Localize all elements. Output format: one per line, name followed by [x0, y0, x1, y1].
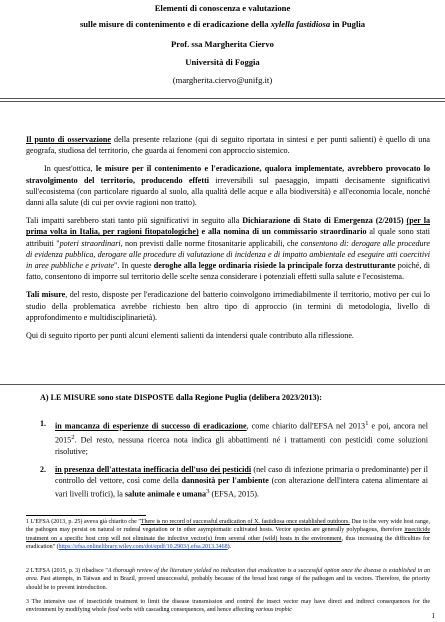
fn3-b: food webs	[108, 607, 133, 614]
fn1-f: ).	[227, 544, 232, 551]
page-number: 1	[431, 612, 435, 620]
item1-a: in mancanza di esperienze di successo di eradicazione	[55, 421, 247, 431]
item2-e: salute animale e umana	[124, 490, 207, 500]
subtitle-pre: sulle misure di contenimento e di eradicazione della	[79, 19, 271, 29]
p2-c: irreversibili sul paesaggio, impatti decisamente significativi sull'ecosistema (con particolare riguardo al suolo, alla qualità delle acque e alla biodiversità) e all'economia locale, nonché danni alla salute (di cui per ovvie ragioni non tratto).	[26, 175, 430, 208]
paragraph-1	[26, 134, 430, 156]
list-item-text	[55, 464, 428, 500]
list-item-text	[55, 418, 428, 457]
paragraph-3	[26, 215, 430, 282]
university-name: Università di Foggia	[185, 57, 260, 67]
footnote-ref[interactable]: 1	[365, 420, 369, 427]
paragraph-5	[26, 330, 430, 341]
subtitle-species: xylella fastidiosa	[270, 19, 331, 29]
p3-h: consentono di: derogare alle procedure di evidenza pubblica, derogare alle procedure di valutazione di incidenza e di impatto ambientale ed eseguire atti coercitivi in aree pubbliche e private	[26, 238, 430, 271]
author-name: Prof. ssa Margherita Ciervo	[171, 39, 274, 49]
author-email: (margherita.ciervo@unifg.it)	[172, 75, 273, 85]
document-subtitle	[0, 18, 445, 31]
p4-a: Tali misure	[26, 290, 66, 300]
item2-d: (con alterazione dell'intera catena alimentare ai vari livelli trofici), la	[55, 476, 428, 500]
fn1-c: Due to the very wide host range, the pathogen may persist on natural or ruderal vegetation or in other asymptomatic cultivated hosts. Vector species are generally polyphagous, therefore	[26, 519, 430, 534]
p3-k: poiché, di fatto, consentono di imporre sul territorio delle scelte senza considerare i potenziali effetti sulla salute e l'ecosistema.	[26, 261, 430, 282]
footnote-1	[26, 518, 430, 552]
p3-c: (per la prima volta in Italia, per ragioni fitopatologiche)	[26, 216, 430, 237]
list-item	[40, 418, 428, 457]
header-divider	[0, 98, 445, 99]
paragraph-2	[26, 163, 430, 208]
p1-bold: Il punto di osservazione	[26, 135, 112, 144]
footnote-divider	[26, 515, 146, 516]
p4-b: , del resto, disposte per l'eradicazione del batterio coinvolgono irrimediabilmente il territorio, motivo per cui lo studio della problematica avrebbe richiesto ben altro tipo di approccio (in termini di metodologia, livello di approfondimento e multidisciplinarietà).	[26, 290, 431, 322]
fn2-c: Past attempts, in Taiwan and in Brazil, proved unsuccessful, probably because of the broad host range of the pathogen and its vectors. Therefore, the priority should be to prevent introduction.	[26, 576, 430, 591]
fn1-d: insecticide treatment on a specific host crop will not eliminate the infective vector(s) from several other (wild) hosts in the environment	[26, 527, 430, 542]
item2-a: in presenza dell'attestata inefficacia dell'uso dei pesticidi	[55, 465, 252, 474]
list-item-number: 1.	[40, 419, 47, 428]
footnote-3	[26, 598, 430, 615]
p3-i: ". In queste	[114, 261, 154, 271]
p2-b: le misure per il contenimento e l'eradicazione, qualora implementate, avrebbero provocato lo stravolgimento del territorio, producendo effetti	[26, 164, 430, 185]
item2-f: (EFSA, 2015).	[209, 490, 259, 500]
p1-rest: della presente relazione (qui di seguito riportata in sintesi e per punti salienti) è quello di una geografa, studiosa del territorio, che guarda ai fenomeni con approccio sistemico.	[26, 135, 430, 156]
section-a-heading: A) LE MISURE sono state DISPOSTE dalla Regione Puglia (delibera 2023/2013):	[40, 393, 322, 402]
body-text	[26, 134, 430, 348]
fn3-a: 3 The intensive use of insecticide treatment to limit the disease transmission and control the insect vector may have direct and indirect consequences for the environment by modifying whole	[26, 599, 430, 614]
p3-f: poteri straordinari	[59, 238, 121, 248]
p3-d: e alla nomina di un commissario straordinario	[198, 227, 367, 237]
p3-b: Dichiarazione di Stato di Emergenza (2/2015)	[242, 216, 407, 226]
footnote-ref[interactable]: 3	[206, 488, 210, 496]
p3-a: Tali impatti sarebbero stati tanto più significativi in seguito alla	[26, 216, 243, 226]
list-item	[40, 464, 428, 500]
fn1-a: 1 L'EFSA (2013, p. 25) aveva già chiarito che "	[26, 519, 141, 525]
p5: Qui di seguito riporto per punti alcuni elementi salienti da intendersi quale contributo alla riflessione.	[26, 331, 354, 341]
footnote-2	[26, 567, 430, 592]
document-title: Elementi di conoscenza e valutazione	[154, 3, 291, 13]
paragraph-4	[26, 289, 430, 323]
fn1-b: There is no record of successful eradication of X. fastidiosa once established outdoors.	[140, 519, 350, 525]
fn1-link[interactable]: https://efsa.onlinelibrary.wiley.com/doi/epdf/10.2903/j.efsa.2013.3468	[58, 544, 228, 551]
p3-g: , non previsti dalle norme fitosanitarie applicabili, che	[120, 238, 301, 248]
fn1-e: , thus increasing the difficulties for eradication" (	[26, 535, 431, 551]
p2-a: In quest'ottica,	[44, 164, 96, 174]
item1-b: , come chiarito dall'EFSA nel 2013	[246, 421, 366, 431]
section-divider-top	[0, 384, 445, 385]
p3-j: deroghe alla legge ordinaria risiede la principale forza destrutturante	[153, 261, 396, 271]
fn2-a: 2 L'EFSA (2015, p. 3) ribadisce "	[26, 568, 108, 574]
header-divider-2	[0, 101, 445, 102]
subtitle-post: in Puglia	[330, 19, 366, 29]
footnote-ref[interactable]: 2	[71, 433, 75, 441]
p3-e: al quale sono stati attribuiti "	[26, 227, 430, 248]
fn2-b: A thorough review of the literature yielded no indication that eradication is a successful option once the disease is established in an area.	[26, 568, 430, 583]
item2-b: (nel caso di infezione primaria o predominante) per il controllo del vettore, così come della	[55, 465, 428, 486]
item1-d: . Del resto, nessuna ricerca nota indica gli abbattimenti né i trattamenti con pesticidi come soluzioni risolutive;	[55, 435, 428, 456]
item2-c: dannosità per l'ambiente	[181, 476, 269, 486]
list-item-number: 2.	[40, 465, 47, 474]
fn3-c: with cascading consequences, and hence affecting	[132, 607, 256, 614]
fn3-d: various trophic	[255, 607, 292, 614]
item1-c: e poi, ancora nel 2015	[55, 421, 428, 445]
